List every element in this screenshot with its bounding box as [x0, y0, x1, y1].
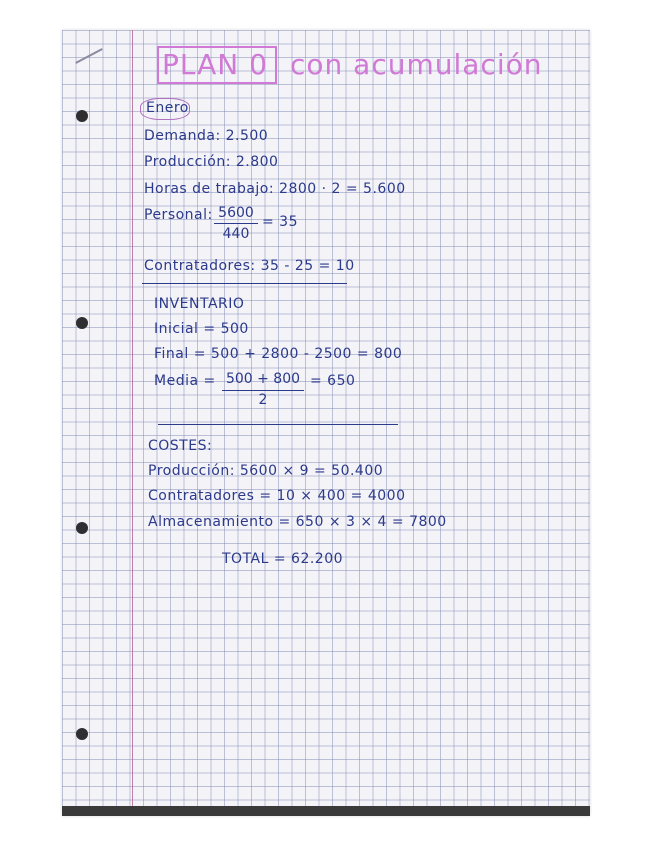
divider [158, 424, 398, 425]
personal-label: Personal: [144, 207, 213, 223]
page-edge-shadow [62, 806, 590, 816]
month-label: Enero [146, 100, 189, 116]
coste-produccion: Producción: 5600 × 9 = 50.400 [148, 463, 384, 479]
inventario-heading: INVENTARIO [154, 296, 245, 312]
media-numerator: 500 + 800 [225, 371, 301, 387]
personal-numerator: 5600 [218, 205, 254, 221]
personal-result: = 35 [262, 214, 298, 230]
media-denominator: 2 [258, 392, 268, 408]
costes-heading: COSTES: [148, 438, 213, 454]
media-label: Media = [154, 373, 216, 389]
media-result: = 650 [310, 373, 356, 389]
personal-denominator: 440 [222, 226, 250, 242]
notebook-page [62, 30, 590, 816]
punch-hole-icon [76, 522, 88, 534]
punch-hole-icon [76, 728, 88, 740]
coste-total: TOTAL = 62.200 [222, 551, 344, 567]
inventario-final: Final = 500 + 2800 - 2500 = 800 [154, 346, 403, 362]
contratadores-line: Contratadores: 35 - 25 = 10 [144, 258, 355, 274]
horas-line: Horas de trabajo: 2800 · 2 = 5.600 [144, 181, 406, 197]
pencil-mark [75, 48, 102, 64]
produccion-line: Producción: 2.800 [144, 154, 279, 170]
punch-hole-icon [76, 317, 88, 329]
coste-almacenamiento: Almacenamiento = 650 × 3 × 4 = 7800 [148, 514, 447, 530]
coste-contratadores: Contratadores = 10 × 400 = 4000 [148, 488, 406, 504]
fraction-bar [222, 390, 304, 391]
demanda-line: Demanda: 2.500 [144, 128, 269, 144]
page-title: PLAN 0 [162, 48, 268, 81]
fraction-bar [214, 223, 258, 224]
inventario-inicial: Inicial = 500 [154, 321, 249, 337]
divider [142, 283, 347, 284]
page-subtitle: con acumulación [290, 48, 543, 81]
margin-line [132, 30, 133, 816]
punch-hole-icon [76, 110, 88, 122]
